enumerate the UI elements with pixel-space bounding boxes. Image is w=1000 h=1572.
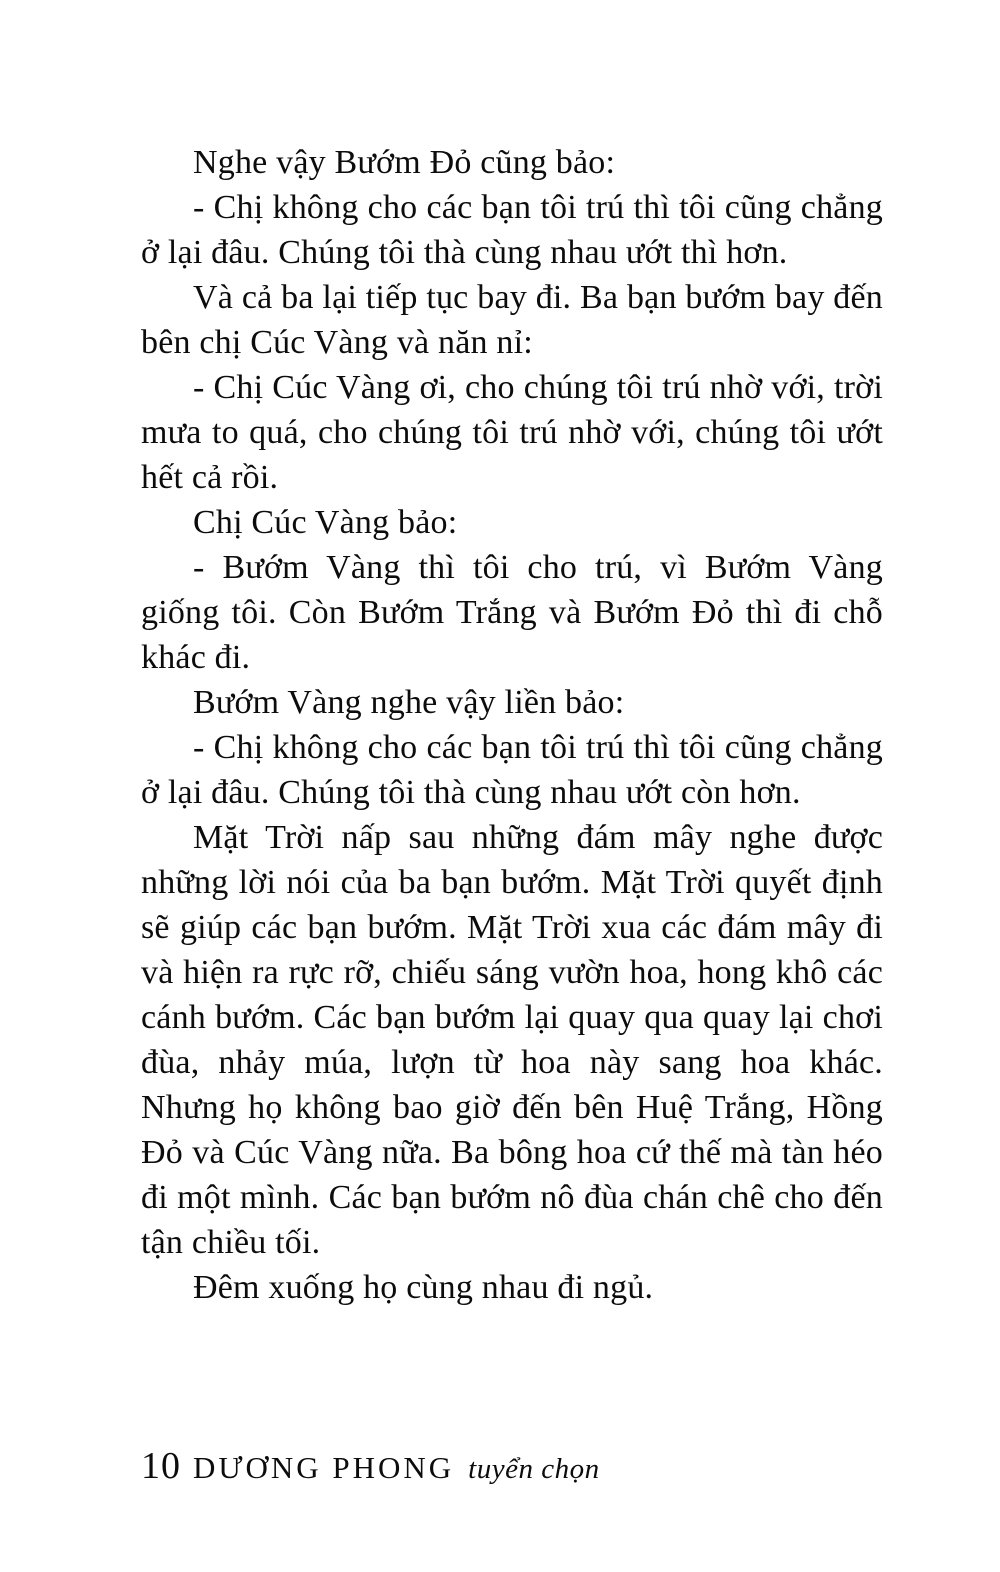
- paragraph: - Chị không cho các bạn tôi trú thì tôi cũng chẳng ở lại đâu. Chúng tôi thà cùng nhau ướt còn hơn.: [141, 729, 883, 811]
- page-number: 10: [141, 1445, 181, 1487]
- page-footer: [141, 1444, 600, 1488]
- story-text-block: [141, 140, 883, 1310]
- paragraph: - Bướm Vàng thì tôi cho trú, vì Bướm Vàng giống tôi. Còn Bướm Trắng và Bướm Đỏ thì đi chỗ khác đi.: [141, 549, 883, 676]
- paragraph: Mặt Trời nấp sau những đám mây nghe được những lời nói của ba bạn bướm. Mặt Trời quyết định sẽ giúp các bạn bướm. Mặt Trời xua các đám mây đi và hiện ra rực rỡ, chiếu sáng vườn hoa, hong khô các cánh bướm. Các bạn bướm lại quay qua quay lại chơi đùa, nhảy múa, lượn từ hoa này sang hoa khác. Nhưng họ không bao giờ đến bên Huệ Trắng, Hồng Đỏ và Cúc Vàng nữa. Ba bông hoa cứ thế mà tàn héo đi một mình. Các bạn bướm nô đùa chán chê cho đến tận chiều tối.: [141, 819, 883, 1261]
- paragraph: - Chị không cho các bạn tôi trú thì tôi cũng chẳng ở lại đâu. Chúng tôi thà cùng nhau ướt thì hơn.: [141, 189, 883, 271]
- curator-name: DƯƠNG PHONG: [193, 1450, 455, 1485]
- paragraph: Bướm Vàng nghe vậy liền bảo:: [193, 684, 625, 721]
- paragraph: Đêm xuống họ cùng nhau đi ngủ.: [193, 1269, 654, 1306]
- curator-note: tuyển chọn: [468, 1453, 600, 1485]
- paragraph: Và cả ba lại tiếp tục bay đi. Ba bạn bướm bay đến bên chị Cúc Vàng và năn nỉ:: [141, 279, 883, 361]
- paragraph: Chị Cúc Vàng bảo:: [193, 504, 458, 541]
- paragraph: - Chị Cúc Vàng ơi, cho chúng tôi trú nhờ với, trời mưa to quá, cho chúng tôi trú nhờ với, chúng tôi ướt hết cả rồi.: [141, 369, 883, 496]
- paragraph: Nghe vậy Bướm Đỏ cũng bảo:: [193, 144, 616, 181]
